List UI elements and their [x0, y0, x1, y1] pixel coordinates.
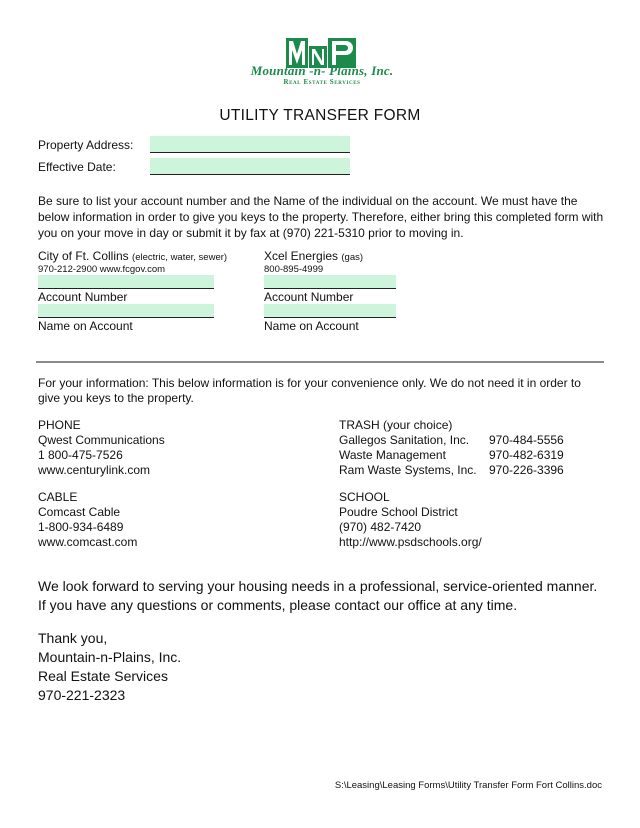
footer-file-path: S:\Leasing\Leasing Forms\Utility Transfer Form Fort Collins.doc: [334, 780, 602, 791]
city-name-on-account-label: Name on Account: [38, 319, 133, 333]
trash-row: [339, 433, 604, 448]
city-utility-detail: (electric, water, sewer): [132, 252, 228, 263]
trash-row: [339, 463, 604, 478]
city-account-number-label: Account Number: [38, 290, 128, 304]
property-address-label: Property Address:: [38, 138, 134, 152]
city-utility-heading: [38, 249, 227, 263]
xcel-account-number-field[interactable]: [264, 275, 396, 289]
xcel-account-number-label: Account Number: [264, 290, 354, 304]
property-address-field[interactable]: [150, 136, 350, 153]
school-heading: SCHOOL: [339, 490, 390, 504]
city-name-on-account-field[interactable]: [38, 304, 214, 318]
info-intro-text: For your information: This below information is for your convenience only. We do not need it in order to give you keys to the property.: [38, 376, 581, 405]
school-line: http://www.psdschools.org/: [339, 535, 482, 549]
cable-line: Comcast Cable: [38, 505, 121, 519]
section-divider: [36, 361, 604, 363]
logo-tagline: Real Estate Services: [283, 78, 361, 86]
city-account-number-field[interactable]: [38, 275, 214, 289]
effective-date-label: Effective Date:: [38, 160, 116, 174]
trash-section: [339, 418, 604, 478]
trash-company: Ram Waste Systems, Inc.: [339, 463, 477, 477]
phone-line: 1 800-475-7526: [38, 448, 123, 462]
instructions-text: Be sure to list your account number and the Name of the individual on the account. We must have the below information in order to give you keys to the property. Therefore, either bring this completed form with you on your move in day or submit it by fax at (970) 221-5310 prior to moving in.: [38, 194, 604, 240]
phone-section: [38, 418, 165, 478]
trash-phone: 970-226-3396: [489, 463, 564, 477]
trash-phone: 970-484-5556: [489, 433, 564, 447]
cable-heading: CABLE: [38, 490, 78, 504]
xcel-name-on-account-label: Name on Account: [264, 319, 359, 333]
xcel-utility-contact: 800-895-4999: [264, 264, 324, 275]
school-line: (970) 482-7420: [339, 520, 422, 534]
trash-company: Waste Management: [339, 448, 446, 462]
city-utility-name: City of Ft. Collins: [38, 249, 129, 263]
signoff-line: Mountain-n-Plains, Inc.: [38, 649, 182, 665]
xcel-utility-heading: [264, 249, 363, 263]
form-title: UTILITY TRANSFER FORM: [219, 107, 421, 124]
xcel-name-on-account-field[interactable]: [264, 304, 396, 318]
company-logo: [222, 36, 422, 92]
effective-date-field[interactable]: [150, 158, 350, 175]
signoff-line: Real Estate Services: [38, 668, 168, 684]
phone-line: www.centurylink.com: [38, 463, 151, 477]
phone-heading: PHONE: [38, 418, 81, 432]
logo-company-name: Mountain -n- Plains, Inc.: [250, 63, 394, 78]
school-line: Poudre School District: [339, 505, 458, 519]
trash-row: [339, 448, 604, 463]
trash-heading: TRASH (your choice): [339, 418, 453, 432]
signoff-line: Thank you,: [38, 630, 108, 646]
phone-line: Qwest Communications: [38, 433, 165, 447]
cable-section: [38, 490, 137, 550]
trash-company: Gallegos Sanitation, Inc.: [339, 433, 470, 447]
city-utility-contact: 970-212-2900 www.fcgov.com: [38, 264, 166, 275]
cable-line: www.comcast.com: [38, 535, 138, 549]
trash-phone: 970-482-6319: [489, 448, 564, 462]
cable-line: 1-800-934-6489: [38, 520, 124, 534]
signoff-block: [38, 629, 181, 705]
xcel-utility-detail: (gas): [341, 252, 364, 263]
xcel-utility-name: Xcel Energies: [264, 249, 339, 263]
closing-text: We look forward to serving your housing needs in a professional, service-oriented manner. If you have any questions or comments, please contact our office at any time.: [38, 578, 598, 613]
signoff-line: 970-221-2323: [38, 687, 126, 703]
school-section: [339, 490, 482, 550]
